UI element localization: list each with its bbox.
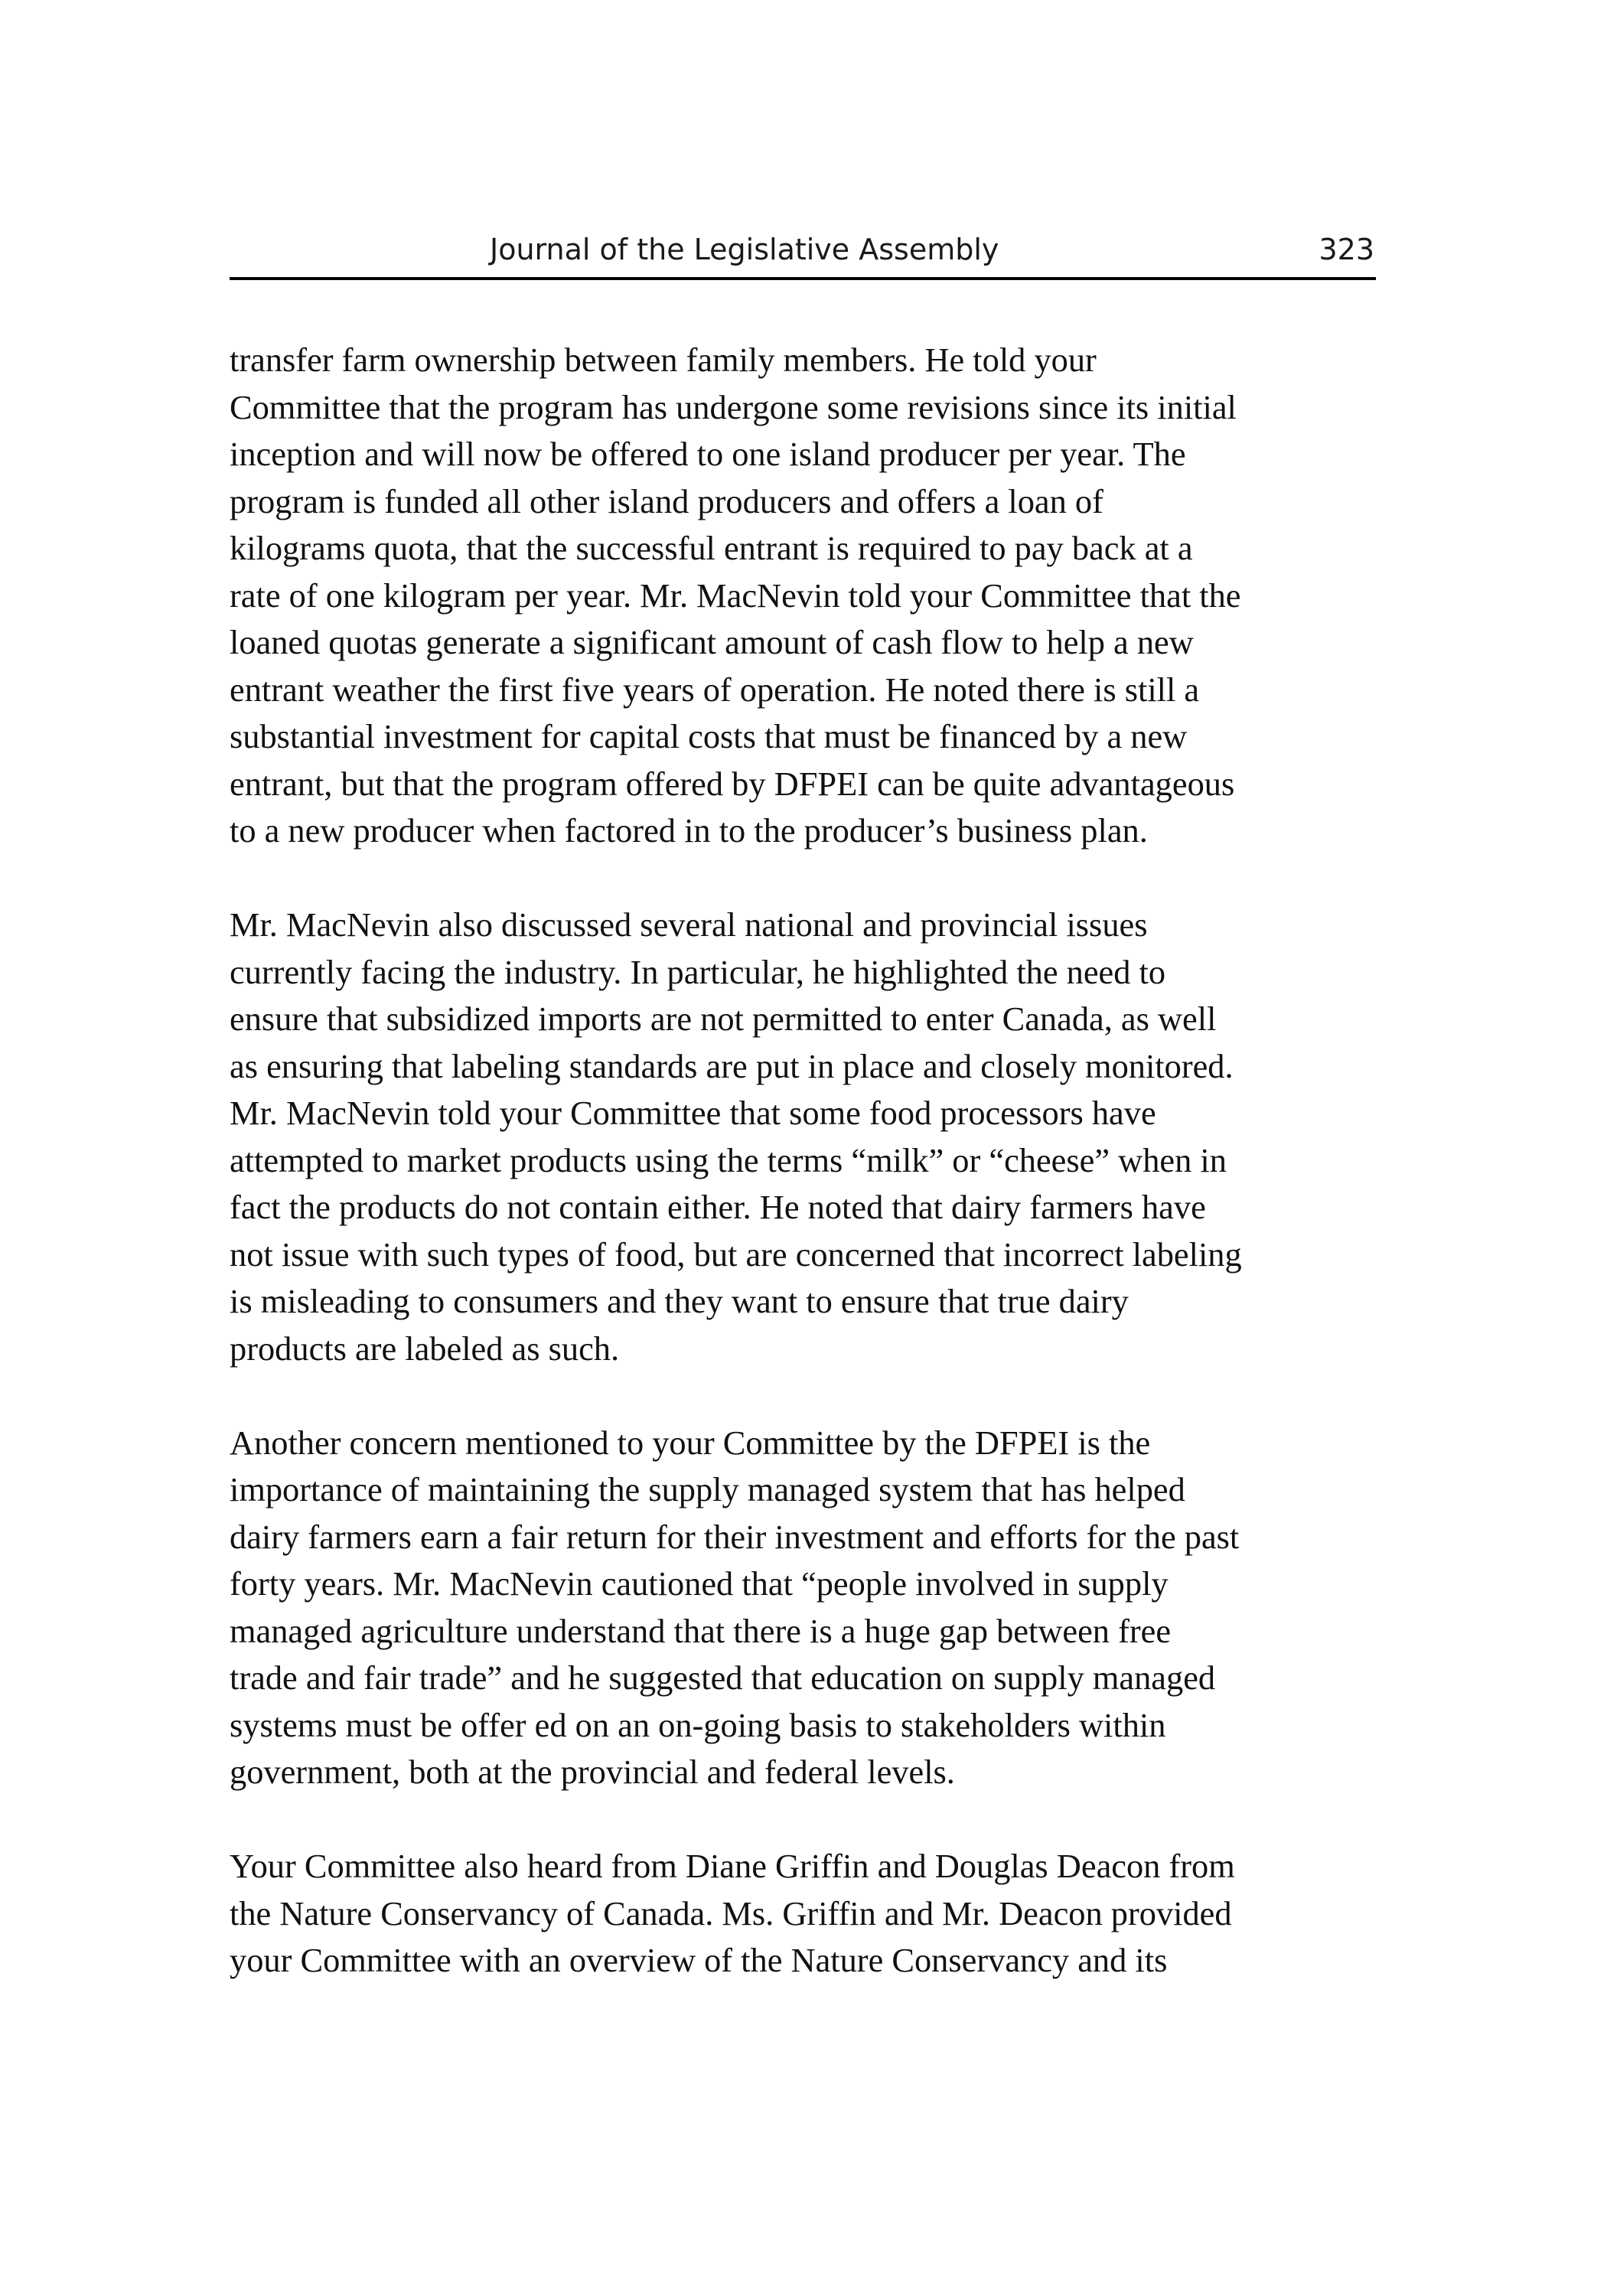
paragraph <box>230 337 1377 855</box>
text-line: the Nature Conservancy of Canada. Ms. Griffin and Mr. Deacon provided <box>230 1893 1232 1932</box>
text-line: ensure that subsidized imports are not permitted to enter Canada, as well <box>230 1000 1217 1038</box>
text-line: substantial investment for capital costs that must be financed by a new <box>230 717 1188 755</box>
text-line: kilograms quota, that the successful entrant is required to pay back at a <box>230 529 1193 567</box>
text-line: systems must be offer ed on an on-going basis to stakeholders within <box>230 1705 1166 1744</box>
text-line: transfer farm ownership between family members. He told your <box>230 341 1097 379</box>
text-line: inception and will now be offered to one island producer per year. The <box>230 435 1186 473</box>
text-line: Mr. MacNevin told your Committee that some food processors have <box>230 1094 1156 1132</box>
text-line: entrant weather the first five years of operation. He noted there is still a <box>230 670 1200 709</box>
text-line: fact the products do not contain either. He noted that dairy farmers have <box>230 1188 1206 1226</box>
text-line: is misleading to consumers and they want to ensure that true dairy <box>230 1282 1129 1320</box>
text-line: Your Committee also heard from Diane Griffin and Douglas Deacon from <box>230 1847 1235 1885</box>
running-header-title: Journal of the Legislative Assembly <box>490 233 999 266</box>
text-line: managed agriculture understand that there is a huge gap between free <box>230 1611 1172 1650</box>
text-line: not issue with such types of food, but are concerned that incorrect labeling <box>230 1234 1242 1274</box>
text-line: rate of one kilogram per year. Mr. MacNevin told your Committee that the <box>230 576 1241 615</box>
text-line: Another concern mentioned to your Committee by the DFPEI is the <box>230 1423 1151 1462</box>
text-line: entrant, but that the program offered by DFPEI can be quite advantageous <box>230 764 1235 803</box>
text-line: forty years. Mr. MacNevin cautioned that “people involved in supply <box>230 1564 1169 1603</box>
text-line: your Committee with an overview of the Nature Conservancy and its <box>230 1941 1168 1979</box>
text-line: Committee that the program has undergone some revisions since its initial <box>230 387 1237 426</box>
text-line: loaned quotas generate a significant amount of cash flow to help a new <box>230 623 1194 661</box>
text-line: Mr. MacNevin also discussed several national and provincial issues <box>230 905 1148 944</box>
paragraph <box>230 1843 1377 1985</box>
text-line: importance of maintaining the supply managed system that has helped <box>230 1470 1185 1508</box>
text-line: government, both at the provincial and federal levels. <box>230 1753 955 1791</box>
text-line: currently facing the industry. In particular, he highlighted the need to <box>230 952 1166 991</box>
text-line: program is funded all other island producers and offers a loan of <box>230 481 1103 520</box>
page-header <box>230 230 1376 280</box>
paragraph <box>230 1420 1377 1796</box>
text-line: products are labeled as such. <box>230 1329 620 1368</box>
text-line: dairy farmers earn a fair return for their investment and efforts for the past <box>230 1517 1240 1556</box>
text-line: attempted to market products using the terms “milk” or “cheese” when in <box>230 1140 1227 1179</box>
paragraph <box>230 902 1377 1372</box>
text-line: trade and fair trade” and he suggested that education on supply managed <box>230 1658 1216 1697</box>
text-line: as ensuring that labeling standards are put in place and closely monitored. <box>230 1046 1234 1085</box>
page-number: 323 <box>1319 233 1374 266</box>
text-line: to a new producer when factored in to the producer’s business plan. <box>230 811 1148 850</box>
body-text <box>230 337 1377 1985</box>
